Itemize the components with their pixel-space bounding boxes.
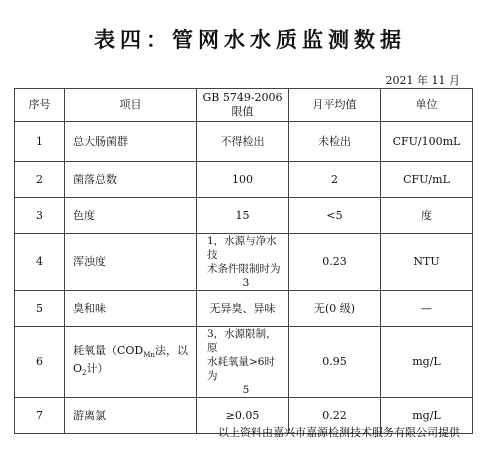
- row-limit: [197, 234, 289, 291]
- row-no: 6: [15, 327, 65, 398]
- row-no: 1: [15, 122, 65, 162]
- row-limit-line: 水耗氧量>6时为: [207, 356, 275, 382]
- row-unit: mg/L: [381, 327, 473, 398]
- row-average: 0.22: [289, 398, 381, 434]
- row-no: 4: [15, 234, 65, 291]
- row-limit: ≥0.05: [197, 398, 289, 434]
- header-standard-code: GB 5749-2006: [202, 91, 283, 104]
- row-item: 总大肠菌群: [65, 122, 197, 162]
- row-unit: NTU: [381, 234, 473, 291]
- row-no: 7: [15, 398, 65, 434]
- row-item-subscript: Mn: [143, 351, 155, 359]
- row-item-tail: 法，以O: [73, 343, 188, 375]
- row-average: 未检出: [289, 122, 381, 162]
- row-limit: 100: [197, 162, 289, 198]
- row-average: 0.23: [289, 234, 381, 291]
- source-footer: 以上资料由嘉兴市嘉源检测技术服务有限公司提供: [218, 426, 460, 439]
- table-row: [15, 162, 473, 198]
- row-average: 2: [289, 162, 381, 198]
- row-limit-line: 3: [242, 277, 250, 289]
- header-standard: [197, 89, 289, 122]
- table-header-row: [15, 89, 473, 122]
- row-item: 菌落总数: [65, 162, 197, 198]
- table-row: [15, 234, 473, 291]
- row-limit-line: 3，水源限制，原: [207, 328, 277, 354]
- row-item-main: 耗氧量（COD: [73, 343, 144, 357]
- row-unit: mg/L: [381, 398, 473, 434]
- header-unit: 单位: [381, 89, 473, 122]
- row-item: 浑浊度: [65, 234, 197, 291]
- row-average: 0.95: [289, 327, 381, 398]
- row-item-subscript2: 2: [82, 369, 87, 378]
- row-no: 5: [15, 291, 65, 327]
- row-item: 色度: [65, 198, 197, 234]
- page-title: 表四：管网水水质监测数据: [94, 28, 406, 52]
- row-no: 2: [15, 162, 65, 198]
- report-date: 2021 年 11 月: [385, 74, 460, 87]
- row-limit-line: 术条件限制时为: [207, 263, 281, 275]
- row-limit: 无异臭、异味: [197, 291, 289, 327]
- header-standard-limit: 限值: [231, 105, 254, 118]
- header-no: 序号: [15, 89, 65, 122]
- row-limit-line: 1，水源与净水技: [207, 235, 277, 261]
- row-average: <5: [289, 198, 381, 234]
- row-no: 3: [15, 198, 65, 234]
- row-unit: CFU/100mL: [381, 122, 473, 162]
- table-row: [15, 198, 473, 234]
- row-limit-line: 5: [242, 384, 250, 396]
- row-item-end: 计）: [86, 362, 109, 375]
- row-limit: 不得检出: [197, 122, 289, 162]
- row-item: [65, 327, 197, 398]
- row-item: 游离氯: [65, 398, 197, 434]
- water-quality-table: [14, 88, 473, 434]
- row-average: 无(0 级): [289, 291, 381, 327]
- row-unit: —: [381, 291, 473, 327]
- table-row: [15, 327, 473, 398]
- row-item: 臭和味: [65, 291, 197, 327]
- row-unit: 度: [381, 198, 473, 234]
- row-limit: 15: [197, 198, 289, 234]
- table-row: [15, 291, 473, 327]
- row-unit: CFU/mL: [381, 162, 473, 198]
- table-row: [15, 122, 473, 162]
- header-monthly-average: 月平均值: [289, 89, 381, 122]
- header-item: 项目: [65, 89, 197, 122]
- row-limit: [197, 327, 289, 398]
